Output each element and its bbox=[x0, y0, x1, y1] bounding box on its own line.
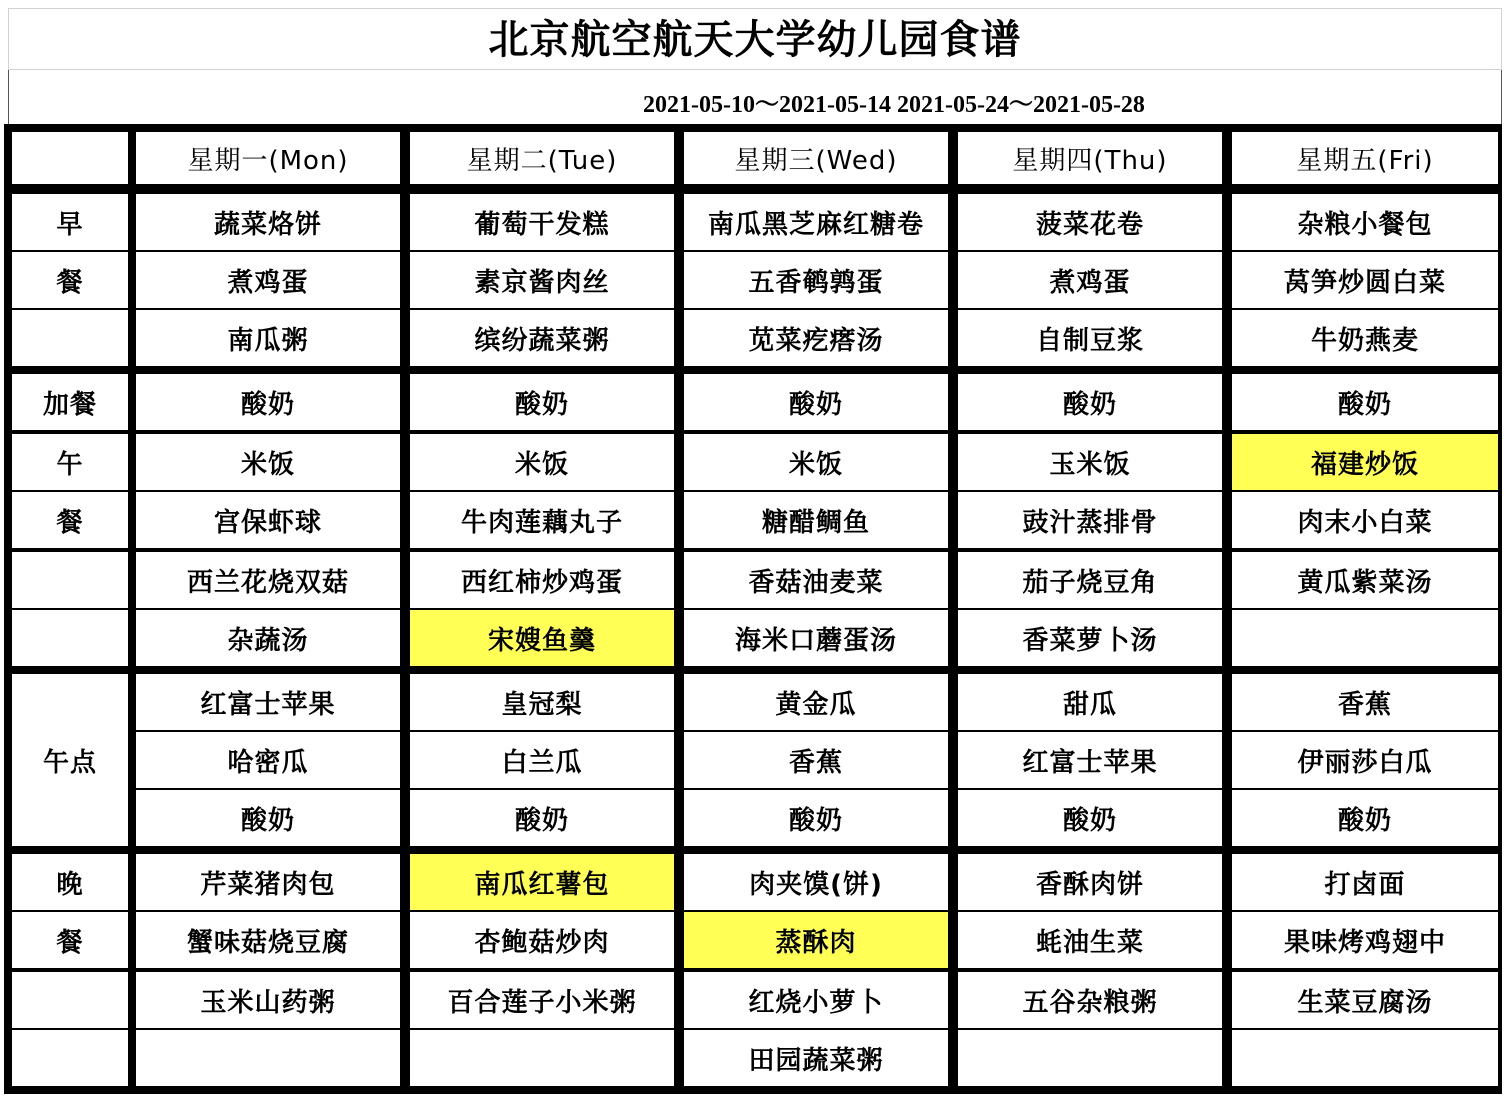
menu-item-cell: 红富士苹果 bbox=[136, 674, 400, 730]
day-header-cell: 星期四(Thu) bbox=[958, 132, 1222, 184]
menu-item-cell bbox=[136, 1030, 400, 1086]
meal-label-cell: 餐 bbox=[12, 492, 128, 548]
menu-item-cell: 玉米饭 bbox=[958, 434, 1222, 490]
menu-item-cell: 香蕉 bbox=[684, 732, 948, 788]
meal-label-cell bbox=[12, 610, 128, 666]
menu-item-cell: 肉夹馍(饼) bbox=[684, 854, 948, 910]
menu-item-cell: 果味烤鸡翅中 bbox=[1232, 912, 1498, 968]
menu-item-cell: 西兰花烧双菇 bbox=[136, 552, 400, 608]
menu-item-cell: 苋菜疙瘩汤 bbox=[684, 310, 948, 366]
menu-item-cell: 生菜豆腐汤 bbox=[1232, 972, 1498, 1028]
menu-item-cell: 酸奶 bbox=[1232, 790, 1498, 846]
date-range: 2021-05-10～2021-05-14 2021-05-24～2021-05-28 bbox=[643, 92, 1145, 118]
menu-item-cell: 西红柿炒鸡蛋 bbox=[410, 552, 674, 608]
day-header-cell: 星期一(Mon) bbox=[136, 132, 400, 184]
menu-item-cell: 宋嫂鱼羹 bbox=[410, 610, 674, 666]
menu-item-cell: 红富士苹果 bbox=[958, 732, 1222, 788]
menu-item-cell: 蒸酥肉 bbox=[684, 912, 948, 968]
menu-item-cell: 米饭 bbox=[136, 434, 400, 490]
page-title: 北京航空航天大学幼儿园食谱 bbox=[488, 16, 1022, 63]
menu-item-cell: 香酥肉饼 bbox=[958, 854, 1222, 910]
menu-item-cell: 葡萄干发糕 bbox=[410, 194, 674, 250]
menu-item-cell: 五谷杂粮粥 bbox=[958, 972, 1222, 1028]
menu-item-cell bbox=[410, 1030, 674, 1086]
menu-item-cell: 杏鲍菇炒肉 bbox=[410, 912, 674, 968]
menu-item-cell: 香菇油麦菜 bbox=[684, 552, 948, 608]
menu-item-cell: 香菜萝卜汤 bbox=[958, 610, 1222, 666]
menu-item-cell: 宫保虾球 bbox=[136, 492, 400, 548]
date-bar bbox=[8, 70, 1502, 124]
menu-item-cell: 缤纷蔬菜粥 bbox=[410, 310, 674, 366]
menu-item-cell: 自制豆浆 bbox=[958, 310, 1222, 366]
menu-item-cell: 南瓜红薯包 bbox=[410, 854, 674, 910]
menu-item-cell bbox=[1232, 1030, 1498, 1086]
menu-item-cell: 米饭 bbox=[410, 434, 674, 490]
menu-item-cell: 芹菜猪肉包 bbox=[136, 854, 400, 910]
menu-item-cell: 牛肉莲藕丸子 bbox=[410, 492, 674, 548]
menu-item-cell: 伊丽莎白瓜 bbox=[1232, 732, 1498, 788]
menu-item-cell: 酸奶 bbox=[684, 374, 948, 430]
menu-item-cell: 酸奶 bbox=[136, 790, 400, 846]
menu-item-cell: 糖醋鲷鱼 bbox=[684, 492, 948, 548]
menu-item-cell: 煮鸡蛋 bbox=[958, 252, 1222, 308]
meal-label-cell bbox=[12, 972, 128, 1028]
menu-item-cell: 豉汁蒸排骨 bbox=[958, 492, 1222, 548]
meal-label-cell: 餐 bbox=[12, 252, 128, 308]
meal-label-cell: 早 bbox=[12, 194, 128, 250]
meal-label-cell bbox=[12, 1030, 128, 1086]
menu-item-cell: 蔬菜烙饼 bbox=[136, 194, 400, 250]
menu-item-cell: 牛奶燕麦 bbox=[1232, 310, 1498, 366]
menu-item-cell: 酸奶 bbox=[958, 790, 1222, 846]
menu-table bbox=[4, 124, 1502, 1094]
menu-item-cell: 素京酱肉丝 bbox=[410, 252, 674, 308]
menu-item-cell: 菠菜花卷 bbox=[958, 194, 1222, 250]
day-header-cell: 星期五(Fri) bbox=[1232, 132, 1498, 184]
menu-item-cell: 白兰瓜 bbox=[410, 732, 674, 788]
menu-item-cell: 皇冠梨 bbox=[410, 674, 674, 730]
day-header-cell: 星期三(Wed) bbox=[684, 132, 948, 184]
menu-item-cell: 打卤面 bbox=[1232, 854, 1498, 910]
menu-item-cell: 米饭 bbox=[684, 434, 948, 490]
menu-item-cell: 哈密瓜 bbox=[136, 732, 400, 788]
menu-item-cell: 杂粮小餐包 bbox=[1232, 194, 1498, 250]
menu-item-cell: 福建炒饭 bbox=[1232, 434, 1498, 490]
menu-item-cell: 田园蔬菜粥 bbox=[684, 1030, 948, 1086]
menu-item-cell: 酸奶 bbox=[136, 374, 400, 430]
header-corner-cell bbox=[12, 132, 128, 184]
menu-item-cell: 黄瓜紫菜汤 bbox=[1232, 552, 1498, 608]
menu-item-cell: 酸奶 bbox=[1232, 374, 1498, 430]
menu-item-cell: 肉末小白菜 bbox=[1232, 492, 1498, 548]
menu-item-cell: 煮鸡蛋 bbox=[136, 252, 400, 308]
meal-label-cell bbox=[12, 310, 128, 366]
menu-item-cell bbox=[1232, 610, 1498, 666]
menu-item-cell: 五香鹌鹑蛋 bbox=[684, 252, 948, 308]
menu-item-cell: 酸奶 bbox=[410, 374, 674, 430]
menu-item-cell: 香蕉 bbox=[1232, 674, 1498, 730]
menu-item-cell: 南瓜黑芝麻红糖卷 bbox=[684, 194, 948, 250]
menu-item-cell bbox=[958, 1030, 1222, 1086]
menu-item-cell: 玉米山药粥 bbox=[136, 972, 400, 1028]
menu-item-cell: 蚝油生菜 bbox=[958, 912, 1222, 968]
day-header-cell: 星期二(Tue) bbox=[410, 132, 674, 184]
meal-label-cell bbox=[12, 552, 128, 608]
title-bar bbox=[8, 8, 1502, 70]
menu-item-cell: 蟹味菇烧豆腐 bbox=[136, 912, 400, 968]
menu-item-cell: 甜瓜 bbox=[958, 674, 1222, 730]
menu-item-cell: 酸奶 bbox=[958, 374, 1222, 430]
menu-item-cell: 海米口蘑蛋汤 bbox=[684, 610, 948, 666]
menu-item-cell: 莴笋炒圆白菜 bbox=[1232, 252, 1498, 308]
menu-item-cell: 酸奶 bbox=[410, 790, 674, 846]
menu-item-cell: 红烧小萝卜 bbox=[684, 972, 948, 1028]
menu-item-cell: 南瓜粥 bbox=[136, 310, 400, 366]
menu-item-cell: 黄金瓜 bbox=[684, 674, 948, 730]
meal-label-cell: 晚 bbox=[12, 854, 128, 910]
meal-label-cell: 加餐 bbox=[12, 374, 128, 430]
menu-item-cell: 百合莲子小米粥 bbox=[410, 972, 674, 1028]
menu-item-cell: 酸奶 bbox=[684, 790, 948, 846]
meal-label-cell: 餐 bbox=[12, 912, 128, 968]
meal-label-cell: 午 bbox=[12, 434, 128, 490]
meal-label-cell: 午点 bbox=[12, 674, 128, 846]
menu-item-cell: 杂蔬汤 bbox=[136, 610, 400, 666]
menu-item-cell: 茄子烧豆角 bbox=[958, 552, 1222, 608]
